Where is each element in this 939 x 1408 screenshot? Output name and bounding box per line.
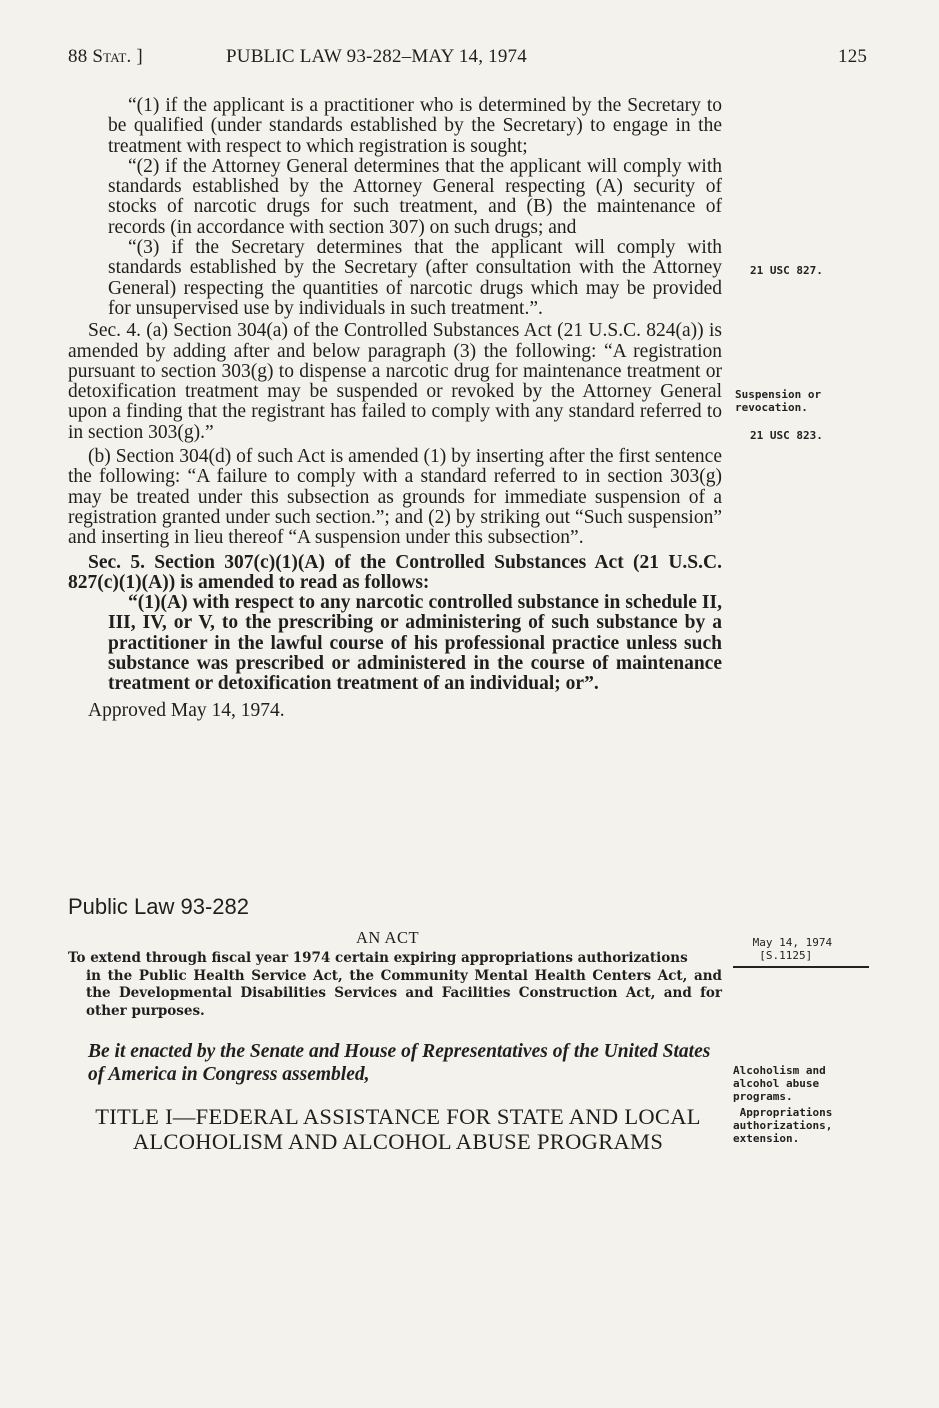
margin-rule bbox=[733, 966, 869, 968]
an-act-heading: AN ACT bbox=[356, 928, 420, 947]
margin-note-alcoholism: Alcoholism and alcohol abuse programs. bbox=[733, 1064, 826, 1103]
section-4a: Sec. 4. (a) Section 304(a) of the Controlled Substances Act (21 U.S.C. 824(a)) is amended by adding after and below paragraph (3) the following: “A registration pursuant to section 303(g) to dispense a narcotic drug for maintenance treatment or detoxification treatment may be suspended or revoked by the Attorney General upon a finding that the registrant has failed to comply with any standard referred to in section 303(g).” bbox=[68, 320, 722, 443]
purpose-line-1: To extend through fiscal year 1974 certain expiring appropriations authorizations bbox=[68, 950, 688, 966]
page-number: 125 bbox=[838, 46, 868, 67]
paragraph-2: “(2) if the Attorney General determines that the applicant will comply with standards established by the Attorney General respecting (A) security of stocks of narcotic drugs for such treatment, and (B) the maintenance of records (in accordance with section 307) on such drugs; and bbox=[108, 155, 722, 238]
enacting-clause: Be it enacted by the Senate and House of Representatives of the United States of America in Congress assembled, bbox=[88, 1041, 711, 1085]
margin-note-usc823: 21 USC 823. bbox=[750, 429, 823, 442]
title-heading bbox=[68, 1104, 728, 1154]
approved-date: Approved May 14, 1974. bbox=[88, 699, 285, 721]
header-volume: 88 Stat. ] bbox=[68, 46, 143, 67]
margin-note-suspension: Suspension or revocation. bbox=[735, 388, 822, 414]
paragraph-3: “(3) if the Secretary determines that the applicant will comply with standards established by the Secretary (after consultation with the Attorney General) respecting the quantities of narcotic drugs which may be provided for unsupervised use by individuals in such treatment.”. bbox=[108, 237, 722, 319]
margin-note-usc827: 21 USC 827. bbox=[750, 264, 823, 277]
act-purpose bbox=[68, 950, 722, 1020]
title-line-2: ALCOHOLISM AND ALCOHOL ABUSE PROGRAMS bbox=[132, 1129, 664, 1154]
public-law-number: Public Law 93-282 bbox=[68, 894, 250, 919]
title-line-1: TITLE I—FEDERAL ASSISTANCE FOR STATE AND LOCAL bbox=[95, 1104, 701, 1129]
paragraph-1: “(1) if the applicant is a practitioner who is determined by the Secretary to be qualified (under standards established by the Secretary) to engage in the treatment with respect to which registration is sought; bbox=[108, 95, 722, 157]
margin-note-appropriations: Appropriations authorizations, extension. bbox=[733, 1106, 833, 1145]
purpose-rest: in the Public Health Service Act, the Community Mental Health Centers Act, and the Developmental Disabilities Services and Facilities Construction Act, and for other purposes. bbox=[86, 967, 722, 1019]
section-4b: (b) Section 304(d) of such Act is amended (1) by inserting after the first sentence the following: “A failure to comply with a standard referred to in section 303(g) may be treated under this subsection as grounds for immediate suspension of a registration granted under such section.”; and (2) by striking out “Such suspension” and inserting in lieu thereof “A suspension under this subsection”. bbox=[68, 446, 722, 549]
header-title: PUBLIC LAW 93-282–MAY 14, 1974 bbox=[226, 46, 527, 67]
main-text bbox=[68, 96, 722, 721]
section-5: Sec. 5. Section 307(c)(1)(A) of the Controlled Substances Act (21 U.S.C. 827(c)(1)(A)) is amended to read as follows: bbox=[68, 551, 722, 593]
section-5-text: “(1)(A) with respect to any narcotic controlled substance in schedule II, III, IV, or V, to the prescribing or administering of such substance by a practitioner in the lawful course of his professional practice unless such substance was prescribed or administered in the course of maintenance treatment or detoxification treatment of an individual; or”. bbox=[108, 592, 722, 695]
margin-note-date: May 14, 1974 [S.1125] bbox=[752, 936, 833, 962]
